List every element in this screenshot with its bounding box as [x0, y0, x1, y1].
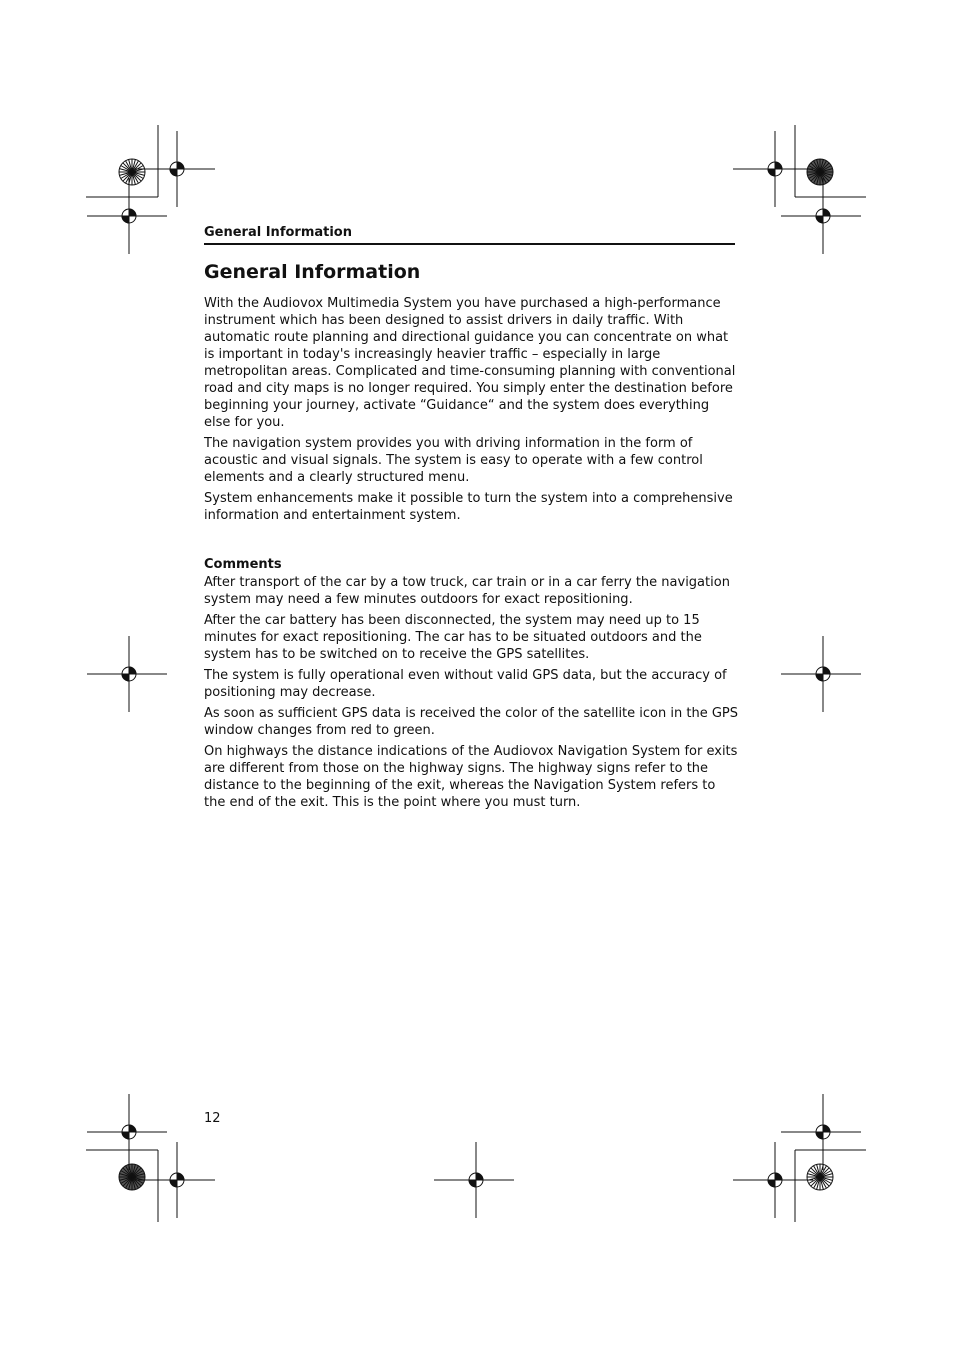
comment-paragraph-5: On highways the distance indications of the Audiovox Navigation System for exits are different from those on the highway signs. The highway signs refer to the distance to the beginning of the exit, whereas the Navigation System refers to the end of the exit. This is the point where you must turn. — [204, 744, 738, 810]
comments-heading: Comments — [204, 557, 282, 572]
comment-paragraph-3: The system is fully operational even without valid GPS data, but the accuracy of positioning may decrease. — [204, 668, 727, 700]
intro-paragraph-2: The navigation system provides you with driving information in the form of acoustic and visual signals. The system is easy to operate with a few control elements and a clearly structured menu. — [204, 436, 703, 485]
comment-paragraph-1: After transport of the car by a tow truck, car train or in a car ferry the navigation system may need a few minutes outdoors for exact repositioning. — [204, 575, 730, 607]
comment-paragraph-2: After the car battery has been disconnected, the system may need up to 15 minutes for exact repositioning. The car has to be situated outdoors and the system has to be switched on to receive the GPS satellites. — [204, 613, 702, 662]
intro-paragraph-1: With the Audiovox Multimedia System you have purchased a high-performance instrument which has been designed to assist drivers in daily traffic. With automatic route planning and directional guidance you can concentrate on what is important in today's increasingly heavier traffic – especially in large metropolitan areas. Complicated and time-consuming planning with conventional road and city maps is no longer required. You simply enter the destination before beginning your journey, activate “Guidance“ and the system does everything else for you. — [204, 296, 736, 430]
comments-section — [204, 556, 739, 811]
page-content — [204, 259, 739, 815]
comment-paragraph-4: As soon as sufficient GPS data is received the color of the satellite icon in the GPS window changes from red to green. — [204, 706, 738, 738]
running-header: General Information — [204, 225, 735, 245]
intro-section — [204, 295, 739, 524]
page-title: General Information — [204, 261, 421, 283]
intro-paragraph-3: System enhancements make it possible to turn the system into a comprehensive information and entertainment system. — [204, 491, 733, 523]
page-number: 12 — [204, 1111, 221, 1126]
